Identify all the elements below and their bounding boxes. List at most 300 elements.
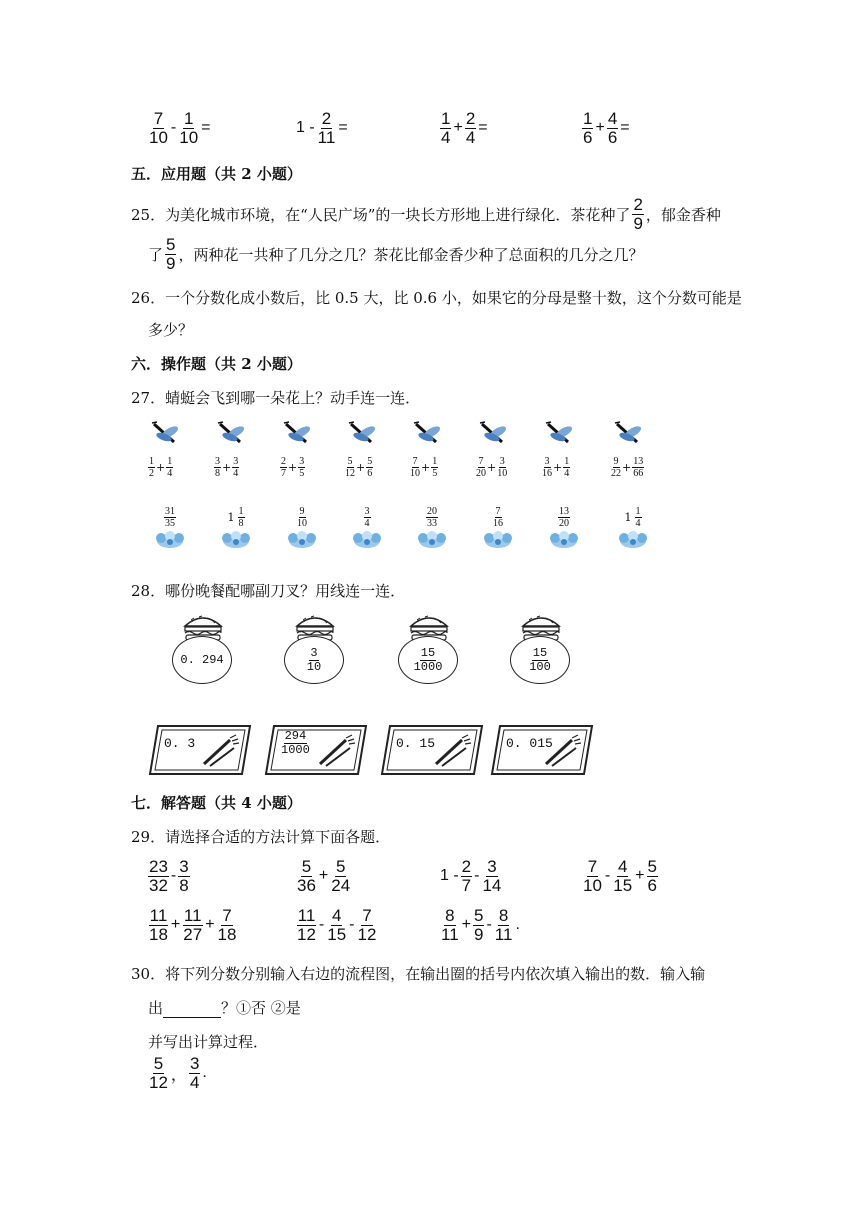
operator: - xyxy=(170,867,177,885)
question-30-line2 xyxy=(148,997,301,1018)
denominator: 100 xyxy=(529,659,551,674)
operator: = xyxy=(338,119,348,137)
numerator: 7 xyxy=(495,506,501,517)
q25-text-a: 25．为美化城市环境，在“人民广场”的一块长方形地上进行绿化．茶花种了 xyxy=(131,205,631,224)
q25-text-d: ，两种花一共种了几分之几？茶花比郁金香少种了总面积的几分之几？ xyxy=(178,245,644,264)
calc-7 xyxy=(440,907,522,944)
q25-text-b: ，郁金香种 xyxy=(645,205,721,224)
fraction xyxy=(326,907,347,944)
calc-1 xyxy=(148,858,190,895)
numerator: 9 xyxy=(613,456,619,467)
question-28: 28．哪份晚餐配哪副刀叉？用线连一连． xyxy=(131,582,406,600)
denominator: 15 xyxy=(327,924,347,944)
numerator: 3 xyxy=(544,456,550,467)
fork-knife-icon xyxy=(432,734,472,768)
denominator: 11 xyxy=(441,924,459,944)
flower-icon xyxy=(150,529,190,551)
separator: ， xyxy=(170,1066,187,1084)
numerator: 1 xyxy=(635,506,641,517)
expr-row0-1 xyxy=(148,110,213,147)
cutlery-plate xyxy=(264,724,368,772)
denominator: 4 xyxy=(167,468,173,479)
flower-item xyxy=(216,506,256,555)
fraction xyxy=(410,456,420,479)
fraction xyxy=(178,858,189,895)
numerator: 1 xyxy=(441,109,451,128)
numerator: 13 xyxy=(559,506,569,517)
fraction xyxy=(542,456,552,479)
dragonfly-item xyxy=(345,420,385,479)
cutlery-plate xyxy=(490,724,594,772)
fraction xyxy=(440,907,460,944)
operator: . xyxy=(515,916,520,934)
denominator: 4 xyxy=(635,518,641,529)
question-29: 29．请选择合适的方法计算下面各题． xyxy=(131,828,391,846)
denominator: 9 xyxy=(633,213,643,233)
fraction xyxy=(607,110,618,147)
flower-number xyxy=(150,506,190,529)
fraction xyxy=(280,456,287,479)
denominator: 1000 xyxy=(281,742,310,757)
numerator: 11 xyxy=(149,906,168,925)
fraction xyxy=(440,110,451,147)
denominator: 10 xyxy=(149,127,168,147)
fraction xyxy=(465,110,476,147)
denominator: 11 xyxy=(494,924,513,944)
fraction xyxy=(345,456,355,479)
calc-6 xyxy=(296,907,377,944)
fraction xyxy=(280,730,311,756)
dragonfly-item xyxy=(148,420,188,479)
numerator: 1 xyxy=(183,109,194,128)
fraction xyxy=(306,647,322,673)
flower-number xyxy=(282,506,322,529)
denominator: 2 xyxy=(149,468,154,479)
fork-knife-icon xyxy=(316,734,356,768)
operator: = xyxy=(201,119,211,137)
numerator: 7 xyxy=(412,456,418,467)
flower-item xyxy=(347,506,387,555)
operator: - xyxy=(318,916,325,934)
numerator: 1 xyxy=(167,456,173,467)
operator: - xyxy=(349,916,355,934)
calc-2 xyxy=(296,858,351,895)
denominator: 16 xyxy=(542,468,552,479)
question-30-line1: 30．将下列分数分别输入右边的流程图，在输出圈的括号内依次填入输出的数．输入输 xyxy=(131,965,706,983)
fraction xyxy=(297,506,307,529)
denominator: 10 xyxy=(497,468,508,479)
cutlery-value: 0. 15 xyxy=(396,736,436,751)
operator: - xyxy=(474,867,480,885)
operator: + xyxy=(595,119,605,137)
numerator: 2 xyxy=(633,195,643,214)
flower-icon xyxy=(412,529,452,551)
numerator: 1 xyxy=(149,456,154,467)
numerator: 2 xyxy=(461,857,472,876)
fraction xyxy=(632,456,644,479)
flower-icon xyxy=(347,529,387,551)
numerator: 23 xyxy=(149,857,168,876)
fraction xyxy=(473,907,484,944)
operator: - xyxy=(170,119,177,137)
dragonfly-item xyxy=(280,420,320,479)
numerator: 3 xyxy=(310,645,318,660)
numerator: 11 xyxy=(297,906,316,925)
question-26-line2: 多少？ xyxy=(148,321,194,339)
numerator: 1 xyxy=(238,506,244,517)
operator: + xyxy=(205,916,215,934)
dragonfly-icon xyxy=(148,420,188,450)
fraction xyxy=(148,858,169,895)
numerator: 8 xyxy=(445,906,455,925)
denominator: 10 xyxy=(297,518,307,529)
denominator: 6 xyxy=(583,127,593,147)
flower-number xyxy=(544,506,584,529)
dragonfly-expression xyxy=(148,456,188,479)
expr-row0-2 xyxy=(294,110,350,147)
numerator: 4 xyxy=(607,109,618,128)
calc-4 xyxy=(582,858,658,895)
numerator: 1 xyxy=(432,456,438,467)
denominator: 8 xyxy=(215,468,220,479)
operator: 1 - xyxy=(296,119,315,137)
dragonfly-icon xyxy=(345,420,385,450)
flower-icon xyxy=(613,529,653,551)
flower-icon xyxy=(544,529,584,551)
dragonfly-icon xyxy=(280,420,320,450)
dragonfly-item xyxy=(214,420,254,479)
cutlery-value: 0. 3 xyxy=(164,736,196,751)
numerator: 5 xyxy=(335,857,346,876)
plus-sign: + xyxy=(487,461,497,474)
numerator: 7 xyxy=(478,456,484,467)
dragonfly-item xyxy=(476,420,516,479)
numerator: 7 xyxy=(362,906,372,925)
denominator: 8 xyxy=(238,518,244,529)
fraction xyxy=(357,907,378,944)
numerator: 5 xyxy=(474,906,484,925)
operator: = xyxy=(478,119,488,137)
numerator: 5 xyxy=(153,1054,164,1073)
numerator: 3 xyxy=(233,456,239,467)
dragonfly-expression xyxy=(280,456,320,479)
fraction xyxy=(298,456,305,479)
denominator: 8 xyxy=(179,875,189,895)
numerator: 4 xyxy=(617,857,628,876)
operator: + xyxy=(635,867,645,885)
denominator: 24 xyxy=(331,875,351,895)
dragonfly-expression xyxy=(542,456,582,479)
denominator: 12 xyxy=(345,468,355,479)
question-26-line1: 26．一个分数化成小数后，比 0.5 大，比 0.6 小，如果它的分母是整十数，这个分数可能是 xyxy=(131,289,742,307)
denominator: 4 xyxy=(465,127,476,147)
fraction xyxy=(481,858,502,895)
denominator: 4 xyxy=(564,468,570,479)
numerator: 4 xyxy=(331,906,342,925)
q30-fractions xyxy=(148,1055,209,1092)
section-5-heading: 五．应用题（共 2 小题） xyxy=(131,165,302,183)
denominator: 4 xyxy=(189,1072,200,1092)
fraction xyxy=(635,506,642,529)
calc-5 xyxy=(148,907,237,944)
numerator: 3 xyxy=(179,857,189,876)
fraction xyxy=(582,858,603,895)
dinner-item xyxy=(510,612,572,684)
operator: + xyxy=(170,916,181,934)
numerator: 11 xyxy=(183,906,202,925)
denominator: 10 xyxy=(583,875,602,895)
plus-sign: + xyxy=(421,461,431,474)
flower-number xyxy=(347,506,387,529)
denominator: 9 xyxy=(474,924,484,944)
numerator: 8 xyxy=(498,906,509,925)
fraction xyxy=(563,456,570,479)
denominator: 5 xyxy=(432,468,438,479)
dragonfly-item xyxy=(611,420,651,479)
denominator: 33 xyxy=(427,518,437,529)
dinner-value: 0. 294 xyxy=(180,653,224,667)
fraction xyxy=(317,110,337,147)
denominator: 11 xyxy=(317,127,336,147)
q30-text-b: ？①否 ②是 xyxy=(221,999,301,1017)
denominator: 35 xyxy=(165,518,175,529)
numerator: 3 xyxy=(215,456,220,467)
dragonfly-expression xyxy=(345,456,385,479)
fraction xyxy=(296,858,317,895)
dinner-value-oval xyxy=(284,636,344,684)
denominator: 7 xyxy=(281,468,286,479)
calc-3 xyxy=(438,858,502,895)
operator: = xyxy=(620,119,630,137)
whole-part: 1 xyxy=(227,511,235,524)
flower-item xyxy=(613,506,653,555)
fraction xyxy=(426,506,438,529)
fraction xyxy=(431,456,438,479)
dinner-item xyxy=(284,612,346,684)
denominator: 12 xyxy=(357,924,377,944)
numerator: 2 xyxy=(321,109,332,128)
fraction xyxy=(148,110,169,147)
dragonfly-icon xyxy=(410,420,450,450)
fraction xyxy=(582,110,593,147)
dinner-item xyxy=(172,612,234,684)
numerator: 5 xyxy=(301,857,312,876)
dragonfly-expression xyxy=(611,456,651,479)
fraction xyxy=(232,456,239,479)
section-6-heading: 六．操作题（共 2 小题） xyxy=(131,355,302,373)
section-7-heading: 七．解答题（共 4 小题） xyxy=(131,794,302,812)
q25-frac-camellia xyxy=(632,196,643,233)
fraction xyxy=(528,647,552,673)
numerator: 5 xyxy=(647,857,657,876)
flower-number xyxy=(216,506,256,529)
dinner-value-oval xyxy=(510,636,570,684)
fraction xyxy=(494,907,514,944)
fraction xyxy=(413,647,444,673)
expr-row0-4 xyxy=(582,110,632,147)
numerator: 2 xyxy=(281,456,286,467)
numerator: 20 xyxy=(427,506,437,517)
dragonfly-icon xyxy=(476,420,516,450)
numerator: 3 xyxy=(364,506,370,517)
denominator: 4 xyxy=(233,468,239,479)
answer-blank[interactable] xyxy=(163,1003,221,1018)
flower-number xyxy=(478,506,518,529)
end-period: . xyxy=(202,1064,207,1082)
plus-sign: + xyxy=(553,461,563,474)
denominator: 36 xyxy=(297,875,316,895)
fraction xyxy=(217,907,238,944)
question-30-line3: 并写出计算过程． xyxy=(148,1033,269,1051)
fraction xyxy=(296,907,317,944)
denominator: 15 xyxy=(613,875,633,895)
fraction xyxy=(497,456,507,479)
question-25-line2 xyxy=(148,236,644,273)
numerator: 1 xyxy=(583,109,593,128)
fraction xyxy=(214,456,221,479)
operator: + xyxy=(318,867,329,885)
denominator: 4 xyxy=(441,127,451,147)
plus-sign: + xyxy=(156,461,166,474)
dragonfly-icon xyxy=(542,420,582,450)
denominator: 10 xyxy=(179,127,199,147)
fraction xyxy=(166,456,173,479)
fraction xyxy=(238,506,245,529)
fraction xyxy=(611,456,621,479)
numerator: 13 xyxy=(633,456,644,467)
denominator: 7 xyxy=(461,875,472,895)
q25-text-c: 了 xyxy=(148,245,164,264)
denominator: 66 xyxy=(633,468,644,479)
denominator: 14 xyxy=(482,875,502,895)
numerator: 9 xyxy=(299,506,305,517)
dragonfly-expression xyxy=(410,456,450,479)
numerator: 7 xyxy=(153,109,164,128)
cutlery-plate xyxy=(148,724,252,772)
flower-number xyxy=(412,506,452,529)
denominator: 5 xyxy=(299,468,305,479)
fraction xyxy=(366,456,373,479)
fraction xyxy=(364,506,371,529)
question-25-line1 xyxy=(131,196,721,233)
flower-icon xyxy=(478,529,518,551)
denominator: 6 xyxy=(647,875,657,895)
q25-frac-tulip xyxy=(165,236,176,273)
numerator: 7 xyxy=(222,906,232,925)
q30-frac-1 xyxy=(148,1055,169,1092)
fraction xyxy=(178,110,199,147)
fraction xyxy=(182,907,203,944)
denominator: 9 xyxy=(166,253,176,273)
plus-sign: + xyxy=(356,461,366,474)
fork-knife-icon xyxy=(200,734,240,768)
denominator: 18 xyxy=(149,924,168,944)
numerator: 3 xyxy=(189,1054,200,1073)
plus-sign: + xyxy=(222,461,232,474)
flower-item xyxy=(150,506,190,555)
q30-text-a: 出 xyxy=(148,999,164,1017)
denominator: 10 xyxy=(306,659,322,674)
flower-icon xyxy=(216,529,256,551)
dinner-value-oval xyxy=(398,636,458,684)
denominator: 4 xyxy=(364,518,370,529)
dinner-item xyxy=(398,612,460,684)
denominator: 10 xyxy=(410,468,420,479)
cutlery-plate xyxy=(380,724,484,772)
numerator: 3 xyxy=(487,857,497,876)
denominator: 18 xyxy=(217,924,237,944)
dinner-value-oval xyxy=(172,636,232,684)
question-27: 27．蜻蜓会飞到哪一朵花上？动手连一连． xyxy=(131,389,421,407)
fraction xyxy=(612,858,633,895)
numerator: 5 xyxy=(166,235,176,254)
operator: 1 - xyxy=(440,867,459,885)
flower-number xyxy=(613,506,653,529)
dragonfly-item xyxy=(410,420,450,479)
numerator: 31 xyxy=(165,506,175,517)
operator: - xyxy=(486,916,492,934)
numerator: 7 xyxy=(587,857,598,876)
dragonfly-expression xyxy=(214,456,254,479)
denominator: 1000 xyxy=(413,659,443,674)
flower-item xyxy=(544,506,584,555)
expr-row0-3 xyxy=(440,110,490,147)
cutlery-value: 0. 015 xyxy=(506,736,553,751)
operator: - xyxy=(604,867,611,885)
dragonfly-icon xyxy=(214,420,254,450)
fraction xyxy=(558,506,570,529)
fraction xyxy=(148,907,169,944)
fraction xyxy=(476,456,486,479)
denominator: 22 xyxy=(611,468,621,479)
plus-sign: + xyxy=(622,461,632,474)
numerator: 3 xyxy=(299,456,305,467)
fraction xyxy=(493,506,503,529)
numerator: 15 xyxy=(532,645,548,660)
q30-frac-2 xyxy=(189,1055,200,1092)
denominator: 16 xyxy=(493,518,503,529)
numerator: 5 xyxy=(367,456,373,467)
fraction xyxy=(330,858,351,895)
denominator: 12 xyxy=(149,1072,168,1092)
denominator: 20 xyxy=(476,468,486,479)
denominator: 32 xyxy=(149,875,168,895)
dragonfly-expression xyxy=(476,456,516,479)
denominator: 6 xyxy=(367,468,373,479)
dragonfly-icon xyxy=(611,420,651,450)
cutlery-value xyxy=(280,730,311,756)
fraction xyxy=(647,858,658,895)
denominator: 6 xyxy=(607,127,618,147)
numerator: 1 xyxy=(564,456,570,467)
flower-item xyxy=(478,506,518,555)
operator: + xyxy=(461,916,471,934)
dragonfly-item xyxy=(542,420,582,479)
flower-item xyxy=(282,506,322,555)
numerator: 5 xyxy=(347,456,353,467)
numerator: 294 xyxy=(284,729,307,743)
denominator: 20 xyxy=(559,518,569,529)
fraction xyxy=(461,858,472,895)
denominator: 12 xyxy=(297,924,316,944)
plus-sign: + xyxy=(288,461,298,474)
whole-part: 1 xyxy=(624,511,632,524)
denominator: 27 xyxy=(183,924,203,944)
operator: + xyxy=(453,119,463,137)
fraction xyxy=(164,506,176,529)
numerator: 3 xyxy=(499,456,505,467)
flower-item xyxy=(412,506,452,555)
